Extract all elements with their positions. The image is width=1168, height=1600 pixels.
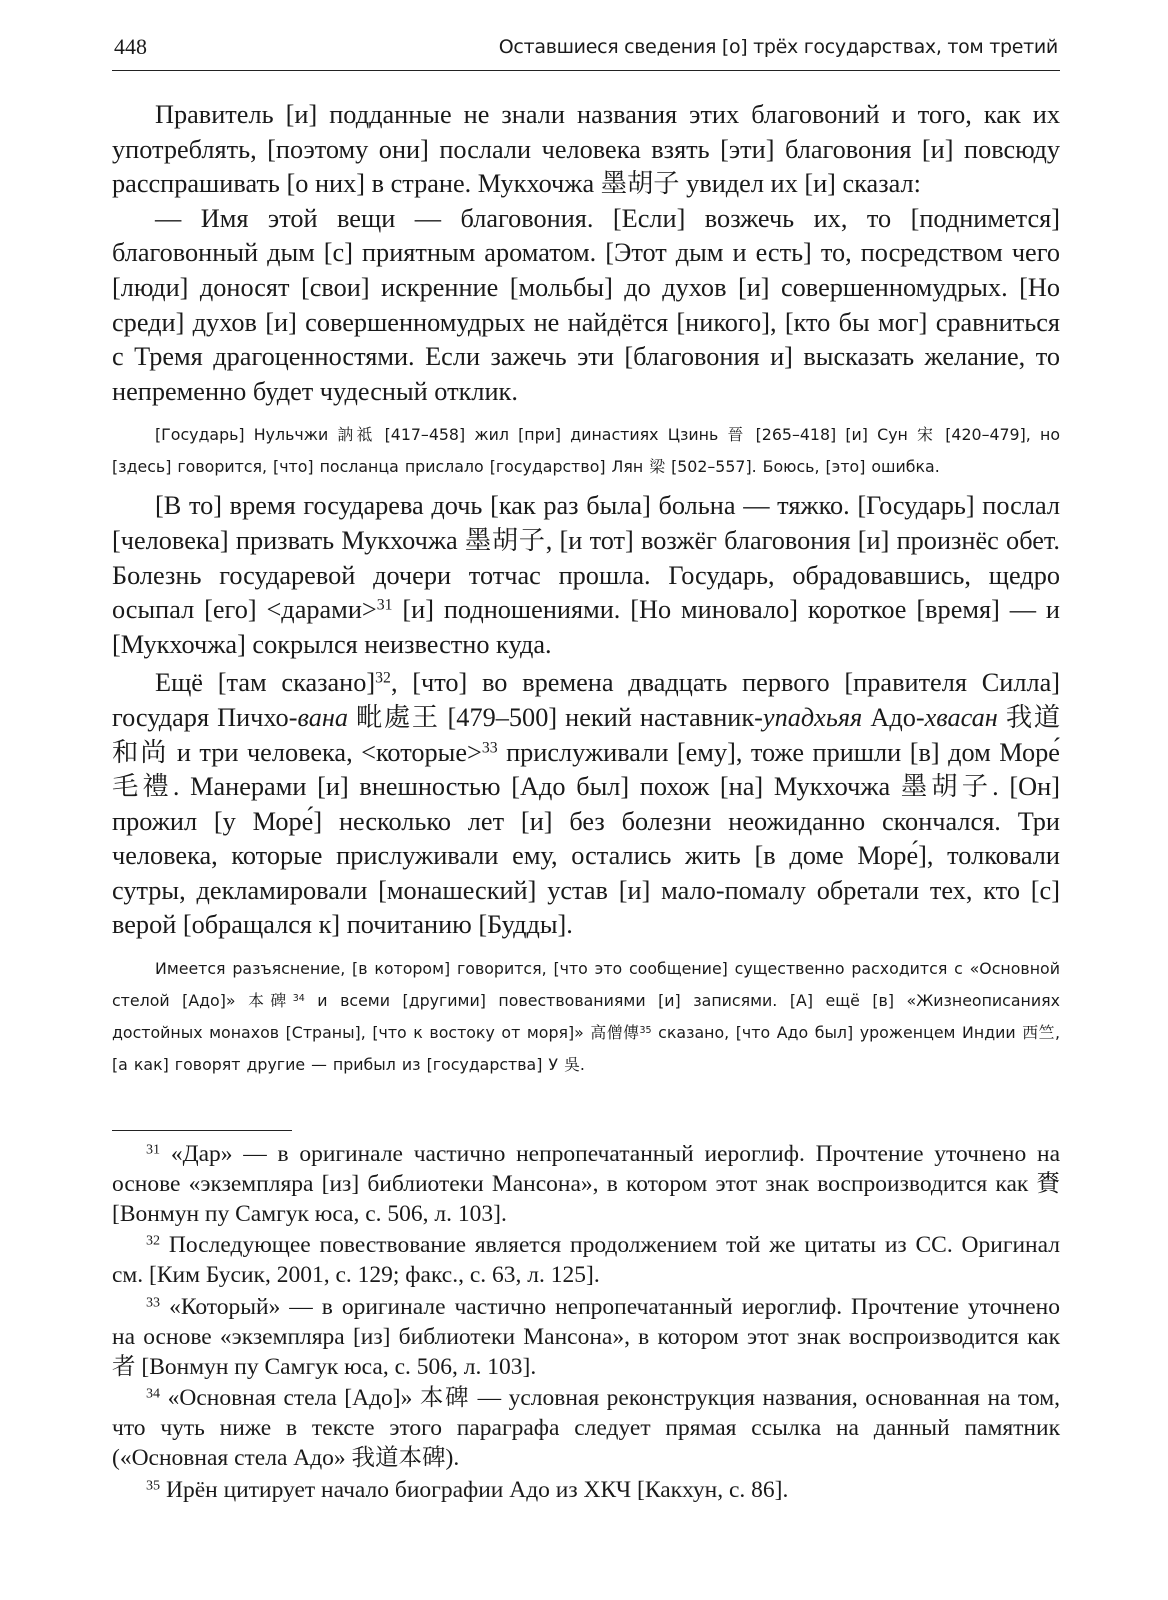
paragraph-4-text-b: , [что] во времена двадцать первого [правителя Силла] государя Пичхо- (112, 668, 1060, 732)
paragraph-4 (112, 666, 1060, 943)
footnote-33 (112, 1293, 1060, 1382)
footnote-number: 35 (146, 1477, 161, 1494)
footnote-number: 32 (146, 1232, 161, 1249)
commentary-2-text-b: и всеми [другими] повествованиями [и] записями. [А] ещё [в] «Жизнеописаниях достойных монахов [Страны], [что к востоку от моря]» 高僧傳 (112, 991, 1060, 1043)
paragraph-3 (112, 489, 1060, 662)
footnote-number: 33 (146, 1294, 161, 1311)
footnote-number: 34 (146, 1385, 161, 1402)
footnote-text: «Который» — в оригинале частично непропечатанный иероглиф. Прочтение уточнено на основе «экземпляра [из] библиотеки Мансона», в котором этот знак воспроизводится как 者 [Вонмун пу Самгук юса, с. 506, л. 103]. (112, 1293, 1060, 1380)
paragraph-3-text-a: [В то] время государева дочь [как раз была] больна — тяжко. [Государь] послал [человека] призвать Мукхочжа 墨胡子, [и тот] возжёг благовония [и] произнёс обет. Болезнь государевой дочери тотчас прошла. Государь, обрадовавшись, щедро осыпал [его] <дарами> (112, 491, 1060, 625)
running-head (112, 30, 1060, 71)
footnote-35 (112, 1476, 1060, 1506)
paragraph-4-text-e: 我道和尚 и три человека, <которые> (112, 702, 1061, 767)
term-hvasan: хвасан (924, 702, 998, 732)
paragraph-3-text-b: [и] подношениями. [Но миновало] короткое [время] — и [Мукхочжа] сокрылся неизвестно куда. (112, 595, 1060, 659)
paragraph-2: — Имя этой вещи — благовония. [Если] возжечь их, то [поднимется] благовонный дым [с] приятным ароматом. [Этот дым и есть] то, посредством чего [люди] доносят [свои] искренние [мольбы] до духов [и] совершенномудрых. [Но среди] духов [и] совершенномудрых не найдётся [никого], [кто бы мог] сравниться с Тремя драгоценностями. Если зажечь эти [благовония и] высказать желание, то непременно будет чудесный отклик. (112, 203, 1060, 406)
commentary-2-text-a: Имеется разъяснение, [в котором] говорится, [что это сообщение] существенно расходится с «Основной стелой [Адо]» 本碑 (112, 959, 1060, 1011)
footnote-32 (112, 1231, 1060, 1291)
footnote-ref-32[interactable]: 32 (375, 669, 391, 687)
commentary-note-1: [Государь] Нульчжи 訥祗 [417–458] жил [при] династиях Цзинь 晉 [265–418] [и] Сун 宋 [420–479], но [здесь] говорится, [что] посланца прислало [государство] Лян 梁 [502–557]. Боюсь, [это] ошибка. (112, 425, 1060, 477)
footnote-ref-33[interactable]: 33 (481, 738, 498, 756)
running-title: Оставшиеся сведения [о] трёх государствах, том третий (498, 36, 1058, 58)
footnote-text: «Дар» — в оригинале частично непропечатанный иероглиф. Прочтение уточнено на основе «экземпляра [из] библиотеки Мансона», в котором этот знак воспроизводится как 賚 [Вонмун пу Самгук юса, с. 506, л. 103]. (112, 1141, 1060, 1227)
footnote-ref-34[interactable]: 34 (292, 992, 305, 1004)
footnote-31 (112, 1140, 1060, 1229)
footnote-34 (112, 1384, 1060, 1473)
footnote-text: «Основная стела [Адо]» 本碑 — условная реконструкция названия, основанная на том, что чуть ниже в тексте этого параграфа следует прямая ссылка на данный памятник («Основная стела Адо» 我道本碑). (112, 1385, 1060, 1471)
paragraph-4-text-d: Адо- (862, 702, 925, 732)
footnote-text: Ирён цитирует начало биографии Адо из ХКЧ [Какхун, с. 86]. (160, 1476, 789, 1503)
paragraph-4-text-f: прислуживали [ему], тоже пришли [в] дом Море́ 毛禮. Манерами [и] внешностью [Адо был] похож [на] Мукхочжа 墨胡子. [Он] прожил [у Море́] несколько лет [и] без болезни неожиданно скончался. Три человека, которые прислуживали ему, остались жить [в доме Море́], толковали сутры, декламировали [монашеский] устав [и] мало-помалу обретали тех, кто [с] верой [обращался к] почитанию [Будды]. (112, 737, 1060, 940)
footnote-ref-31[interactable]: 31 (376, 596, 393, 614)
commentary-2-text-c: сказано, [что Адо был] уроженцем Индии 西竺, [а как] говорят другие — прибыл из [государства] У 吳. (112, 1023, 1060, 1075)
paragraph-4-text-a: Ещё [там сказано] (155, 668, 376, 698)
footnote-number: 31 (146, 1141, 161, 1158)
page-number: 448 (114, 34, 147, 59)
footnote-ref-35[interactable]: 35 (639, 1024, 652, 1036)
main-text (112, 98, 1060, 1087)
term-upadhyaya: упадхьяя (762, 702, 863, 732)
commentary-note-2 (112, 953, 1060, 1081)
footnote-text: Последующее повествование является продолжением той же цитаты из СС. Оригинал см. [Ким Бусик, 2001, с. 129; факс., с. 63, л. 125]. (112, 1232, 1060, 1289)
footnotes (112, 1140, 1060, 1508)
footnote-separator (112, 1130, 292, 1131)
term-vana: вана (297, 702, 349, 732)
paragraph-1: Правитель [и] подданные не знали названия этих благовоний и того, как их употреблять, [поэтому они] послали человека взять [эти] благовония [и] повсюду расспрашивать [о них] в стране. Мукхочжа 墨胡子 увидел их [и] сказал: (112, 100, 1060, 199)
paragraph-4-text-c: 毗處王 [479–500] некий наставник- (348, 702, 763, 732)
